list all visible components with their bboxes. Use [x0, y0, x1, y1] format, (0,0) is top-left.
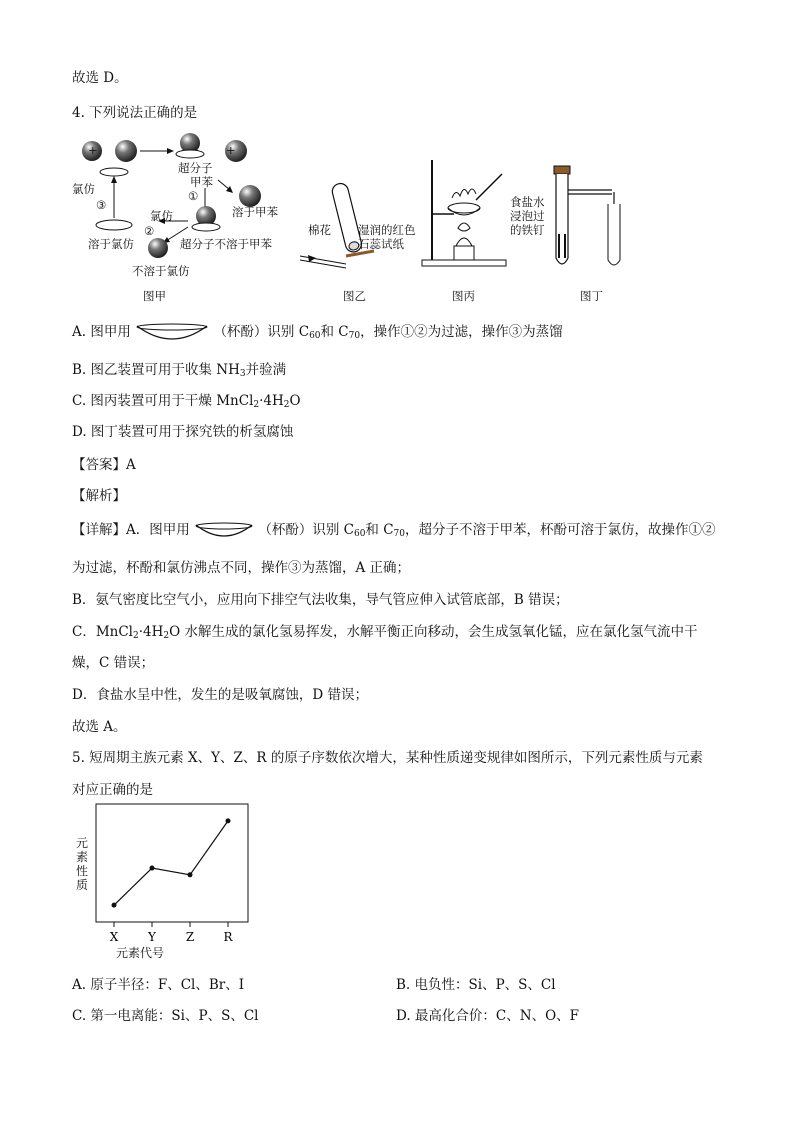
chart-xtick-label-r: R [223, 930, 233, 944]
figure-bing [418, 150, 518, 270]
q4-detail-line-2: 为过滤，杯酚和氯仿沸点不同，操作③为蒸馏，A 正确； [72, 560, 411, 576]
c70-ball-1 [115, 140, 137, 162]
q4-option-a: A. 图甲用 （杯酚）识别 $C_{60}$和 $C_{70}$，操作①②为过滤，操作③为蒸馏 [72, 320, 563, 344]
figure-ding [548, 164, 638, 274]
label-plus-2: + [226, 143, 236, 157]
chart-point-r [226, 818, 231, 823]
q4-detail-line-7: 故选 A。 [72, 719, 127, 735]
q5-chart [70, 800, 260, 965]
q5-option-c: C. 第一电离能：Si、P、S、Cl [72, 1008, 259, 1024]
label-salt-water: 食盐水 [510, 195, 545, 209]
q4-detail-line-1: 【详解】A．图甲用 （杯酚）识别 $C_{60}$和 $C_{70}$，超分子不溶于甲苯，杯酚可溶于氯仿，故操作①② [72, 522, 716, 539]
label-step2: ② [144, 224, 155, 238]
q5-stem-line-1: 5. 短周期主族元素 X、Y、Z、R 的原子序数依次增大，某种性质递变规律如图所示，下列元素性质与元素 [72, 750, 703, 766]
q5-option-b: B. 电负性：Si、P、S、Cl [396, 977, 556, 993]
label-soaked: 浸泡过 [510, 209, 545, 223]
chart-point-x [112, 903, 117, 908]
label-insoluble-chloroform: 不溶于氯仿 [132, 264, 190, 278]
dish-icon [135, 322, 209, 344]
q4-option-b: B. 图乙装置可用于收集 $NH_3$并验满 [72, 362, 287, 379]
chart-xtick-label-y: Y [148, 930, 156, 944]
dish-icon [194, 521, 254, 541]
q4-detail-line-3: B．氨气密度比空气小，应用向下排空气法收集，导气管应伸入试管底部，B 错误； [72, 592, 569, 608]
q4-stem: 4. 下列说法正确的是 [72, 105, 198, 121]
q4-option-c: C. 图丙装置可用于干燥 $MnCl_2\cdot 4H_2O$ [72, 393, 301, 410]
label-plus-1: + [88, 143, 98, 157]
q5-stem-line-2: 对应正确的是 [72, 782, 153, 798]
q4-analysis-title: 【解析】 [72, 488, 126, 504]
label-step1: ① [188, 189, 199, 203]
chart-point-y [150, 866, 155, 871]
label-iron-nail: 的铁钉 [510, 223, 545, 237]
label-dissolve-chloroform: 溶于氯仿 [88, 237, 134, 251]
prev-answer: 故选 D。 [72, 70, 128, 86]
caption-fig3: 图丙 [452, 289, 475, 303]
chart-point-z [188, 872, 193, 877]
caption-fig1: 图甲 [143, 289, 166, 303]
label-toluene: 甲苯 [190, 175, 213, 189]
chart-frame [96, 804, 248, 922]
label-cotton: 棉花 [308, 223, 331, 237]
label-chloroform-b: 氯仿 [150, 209, 173, 223]
chart-ylabel: 元素性质 [76, 836, 89, 892]
label-insoluble-toluene: 超分子不溶于甲苯 [180, 237, 272, 251]
label-chloroform-a: 氯仿 [72, 182, 95, 196]
chart-series-line [114, 821, 228, 905]
q4-answer: 【答案】A [72, 457, 136, 473]
q5-option-d: D. 最高化合价：C、N、O、F [396, 1008, 580, 1024]
q4-detail-line-4: C．$MnCl_2\cdot 4H_2O$ 水解生成的氯化氢易挥发，水解平衡正向移动，会生成氢氧化锰，应在氯化氢气流中干 [72, 624, 698, 641]
q4-detail-line-6: D．食盐水呈中性，发生的是吸氧腐蚀，D 错误； [72, 687, 368, 703]
caption-fig4: 图丁 [580, 289, 603, 303]
q4-option-d: D. 图丁装置可用于探究铁的析氢腐蚀 [72, 424, 294, 440]
chart-xtick-label-z: Z [185, 930, 195, 944]
q4-detail-line-5: 燥，C 错误； [72, 655, 155, 671]
label-paper-2: 石蕊试纸 [358, 237, 404, 251]
label-supramolecule: 超分子 [178, 161, 213, 175]
label-step3: ③ [96, 198, 107, 212]
label-paper-1: 湿润的红色 [358, 223, 416, 237]
chart-xtick-label-x: X [109, 930, 119, 944]
chart-xlabel: 元素代号 [116, 946, 165, 960]
caption-fig2: 图乙 [343, 289, 366, 303]
q5-option-a: A. 原子半径：F、Cl、Br、I [72, 977, 245, 993]
c60-ball-4 [148, 238, 168, 258]
label-dissolve-toluene: 溶于甲苯 [232, 205, 278, 219]
